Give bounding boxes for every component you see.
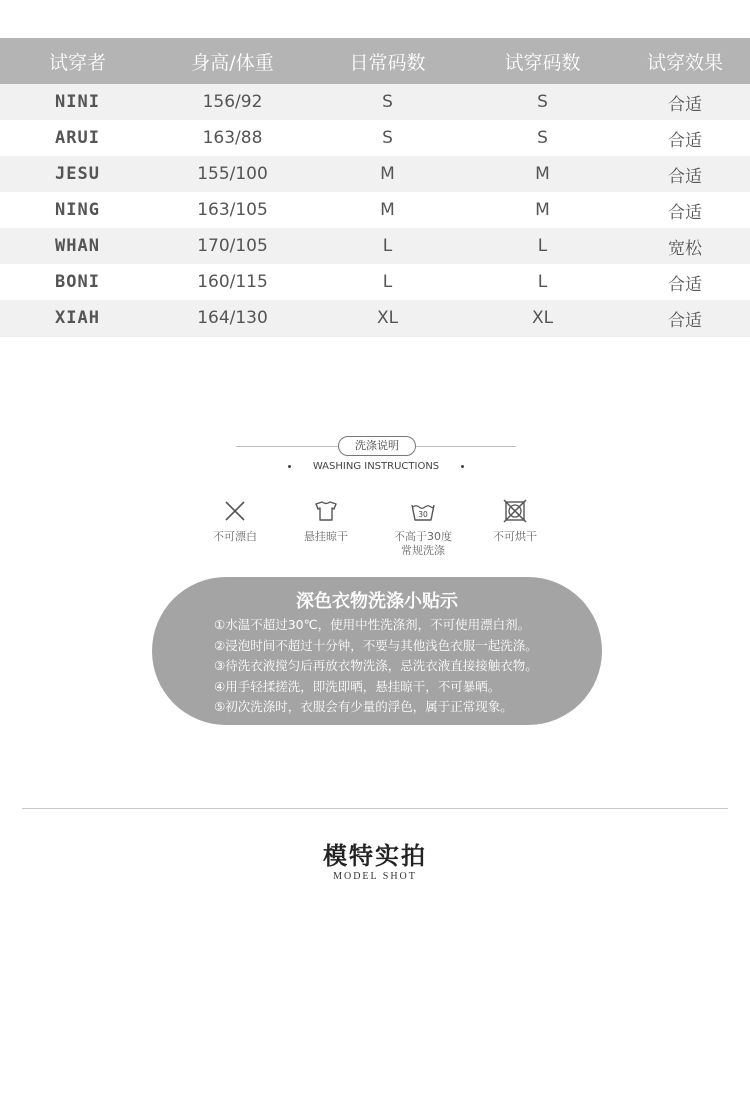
cell-height-weight: 163/105 — [197, 200, 268, 220]
header-daily-size: 日常码数 — [349, 51, 426, 74]
table-header — [0, 38, 750, 84]
table-row — [0, 228, 750, 264]
table-row — [0, 84, 750, 120]
care-item-no-bleach — [190, 498, 280, 544]
header-trial-size: 试穿码数 — [504, 51, 581, 74]
cell-name: NING — [55, 200, 100, 220]
washing-title-pill: 洗涤说明 — [338, 436, 416, 456]
cell-name: ARUI — [55, 128, 100, 148]
cell-effect: 合适 — [668, 130, 702, 151]
care-item-no-tumble-dry — [470, 498, 560, 544]
cell-trial-size: M — [535, 200, 550, 220]
cell-effect: 合适 — [668, 310, 702, 331]
bullet-dot — [461, 465, 464, 468]
table-row — [0, 156, 750, 192]
cell-daily-size: L — [382, 236, 393, 256]
cell-trial-size: S — [537, 92, 548, 112]
table-row — [0, 300, 750, 336]
cell-height-weight: 163/88 — [202, 128, 263, 148]
table-row — [0, 192, 750, 228]
table-row — [0, 264, 750, 300]
cell-effect: 合适 — [668, 202, 702, 223]
divider-right — [416, 446, 516, 447]
table-row — [0, 120, 750, 156]
fitting-table — [0, 38, 750, 337]
cell-daily-size: XL — [376, 308, 399, 328]
model-shot-title: 模特实拍 — [323, 842, 427, 870]
cell-effect: 合适 — [668, 166, 702, 187]
cell-name: JESU — [55, 164, 100, 184]
dark-clothes-tips — [152, 577, 602, 725]
care-label: 不高于30度 常规洗涤 — [394, 530, 452, 557]
wash-temp: 30 — [418, 510, 428, 519]
list-item: ④用手轻揉搓洗，即洗即晒，悬挂晾干，不可暴晒。 — [214, 678, 501, 694]
cell-trial-size: M — [535, 164, 550, 184]
cell-height-weight: 170/105 — [197, 236, 268, 256]
care-label: 不可漂白 — [213, 530, 257, 543]
cell-daily-size: M — [380, 200, 395, 220]
care-item-wash-30 — [378, 498, 468, 558]
cell-height-weight: 155/100 — [197, 164, 268, 184]
cell-trial-size: L — [537, 272, 548, 292]
cell-daily-size: L — [382, 272, 393, 292]
cell-trial-size: XL — [531, 308, 554, 328]
list-item: ⑤初次洗涤时，衣服会有少量的浮色，属于正常现象。 — [214, 699, 513, 714]
tips-title: 深色衣物洗涤小贴示 — [296, 591, 458, 612]
washing-title — [236, 436, 516, 456]
hang-dry-icon — [313, 498, 339, 524]
wash-30-icon — [410, 498, 436, 524]
header-height-weight: 身高/体重 — [191, 51, 274, 74]
washing-subtitle-text: WASHING INSTRUCTIONS — [312, 461, 440, 472]
table-body — [0, 84, 750, 337]
cell-height-weight: 156/92 — [202, 92, 263, 112]
washing-subtitle — [236, 461, 516, 472]
cell-daily-size: S — [382, 128, 393, 148]
list-item: ③待洗衣液搅匀后再放衣物洗涤，忌洗衣液直接接触衣物。 — [214, 658, 538, 673]
divider-left — [236, 446, 338, 447]
header-effect: 试穿效果 — [646, 51, 723, 74]
care-label: 不可烘干 — [493, 530, 537, 543]
cell-name: NINI — [55, 92, 100, 112]
cell-name: XIAH — [55, 308, 100, 328]
cell-height-weight: 164/130 — [197, 308, 268, 328]
cell-trial-size: L — [537, 236, 548, 256]
bullet-dot — [288, 465, 291, 468]
cell-trial-size: S — [537, 128, 548, 148]
care-label: 悬挂晾干 — [304, 530, 348, 543]
care-item-hang-dry — [281, 498, 371, 544]
header-tester: 试穿者 — [48, 51, 106, 74]
section-divider — [22, 808, 728, 809]
list-item: ①水温不超过30℃，使用中性洗涤剂，不可使用漂白剂。 — [214, 617, 531, 632]
list-item: ②浸泡时间不超过十分钟，不要与其他浅色衣服一起洗涤。 — [214, 637, 538, 653]
cell-name: WHAN — [55, 236, 100, 256]
cell-effect: 合适 — [668, 94, 702, 115]
model-shot-subtitle: MODEL SHOT — [333, 871, 417, 882]
cell-name: BONI — [55, 272, 100, 292]
tips-list — [214, 615, 574, 718]
cell-effect: 宽松 — [668, 238, 702, 259]
cell-daily-size: M — [380, 164, 395, 184]
care-icons — [190, 498, 570, 568]
cell-daily-size: S — [382, 92, 393, 112]
cell-effect: 合适 — [668, 274, 702, 295]
no-tumble-dry-icon — [502, 498, 528, 524]
no-bleach-icon — [222, 498, 248, 524]
cell-height-weight: 160/115 — [197, 272, 268, 292]
